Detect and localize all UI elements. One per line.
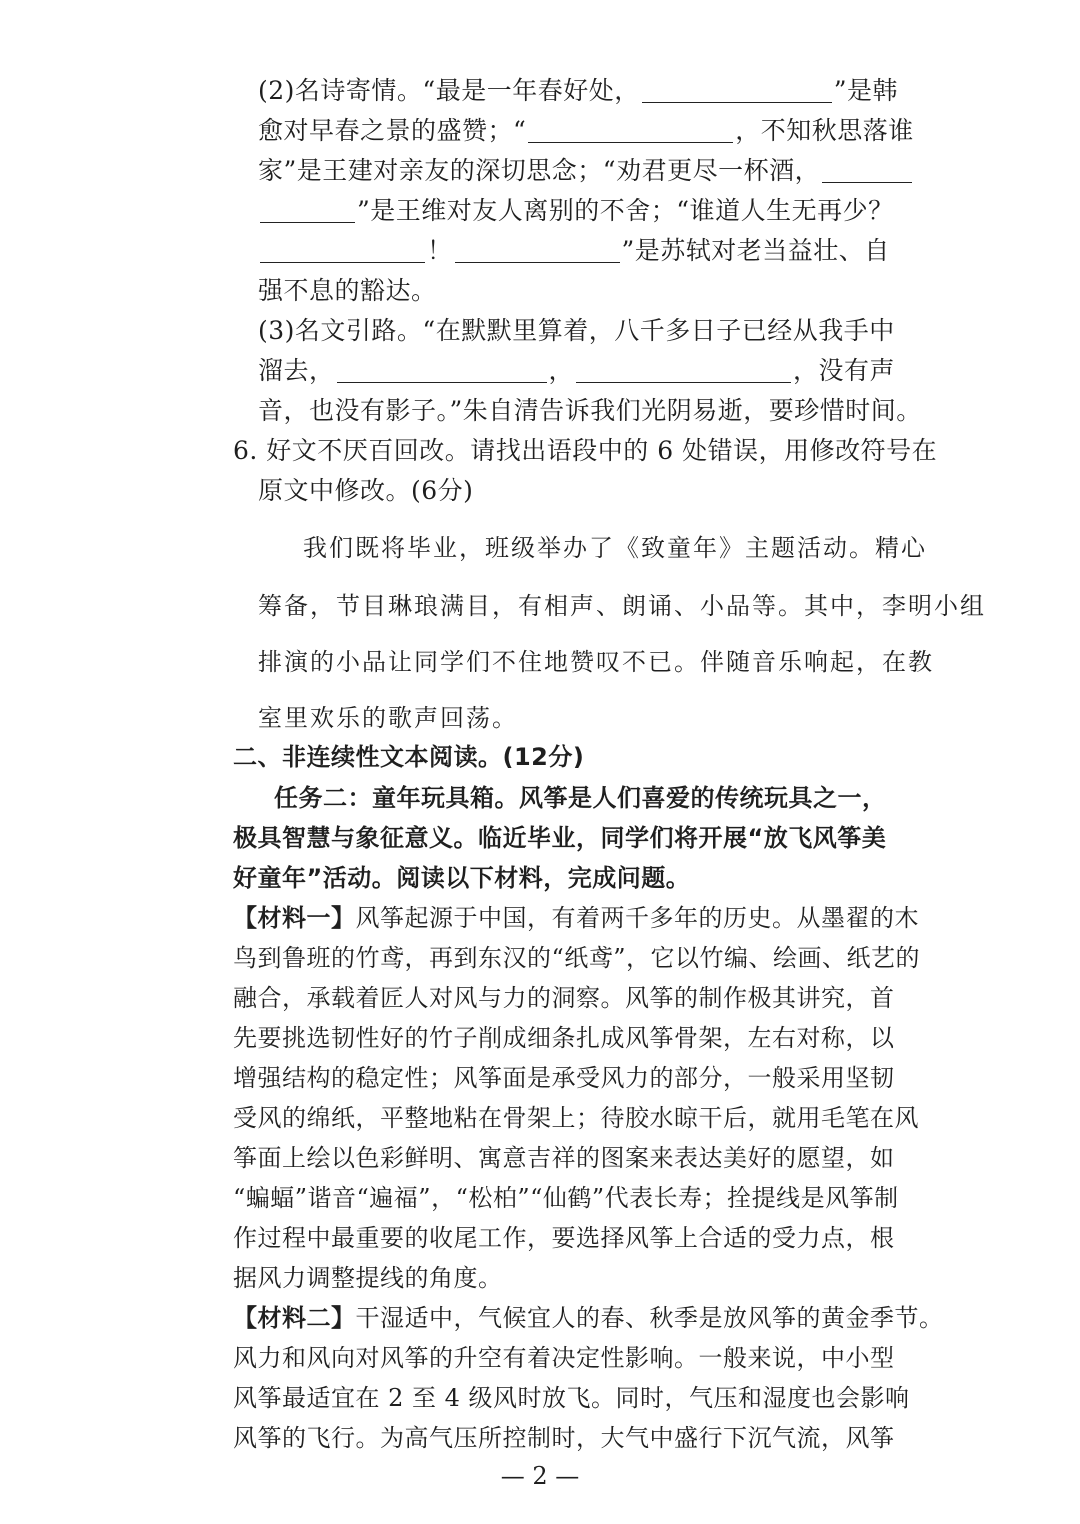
- task-line-1: 任务二：童年玩具箱。风筝是人们喜爱的传统玩具之一，: [274, 784, 887, 812]
- q6-line-2: 原文中修改。(6分): [258, 476, 474, 505]
- material-1-line-6: 受风的绵纸，平整地粘在骨架上；待胶水晾干后，就用毛笔在风: [233, 1104, 919, 1132]
- material-1-label: 【材料一】: [233, 904, 356, 932]
- answer-blank[interactable]: [260, 236, 425, 263]
- answer-blank[interactable]: [642, 76, 832, 103]
- q5-2-line-3: 家”是王建对亲友的深切思念；“劝君更尽一杯酒，: [258, 154, 914, 188]
- q5-2-line-6: 强不息的豁达。: [258, 276, 437, 305]
- q6-passage-line-2: 筹备，节目琳琅满目，有相声、朗诵、小品等。其中，李明小组: [258, 592, 986, 620]
- task-line-2: 极具智慧与象征意义。临近毕业，同学们将开展“放飞风筝美: [233, 824, 887, 852]
- page-number: — 2 —: [500, 1462, 580, 1490]
- answer-blank[interactable]: [576, 356, 791, 383]
- answer-blank[interactable]: [455, 236, 620, 263]
- material-2-line-3: 风筝最适宜在 2 至 4 级风时放飞。同时，气压和湿度也会影响: [233, 1384, 910, 1412]
- material-1-line-5: 增强结构的稳定性；风筝面是承受风力的部分，一般采用坚韧: [233, 1064, 895, 1092]
- section-heading: 二、非连续性文本阅读。(12分): [233, 743, 585, 771]
- q6-passage-line-4: 室里欢乐的歌声回荡。: [258, 704, 518, 732]
- material-1-line-8: “蝙蝠”谐音“遍福”，“松柏”“仙鹤”代表长寿；拴提线是风筝制: [233, 1184, 899, 1212]
- material-1-line-4: 先要挑选韧性好的竹子削成细条扎成风筝骨架，左右对称，以: [233, 1024, 895, 1052]
- answer-blank[interactable]: [337, 356, 547, 383]
- material-1-line-10: 据风力调整提线的角度。: [233, 1264, 503, 1292]
- q5-2-line-5: ！ ”是苏轼对老当益壮、自: [258, 234, 890, 268]
- q6-passage-line-3: 排演的小品让同学们不住地赞叹不已。伴随音乐响起，在教: [258, 648, 934, 676]
- q5-3-line-2: 溜去， ， ，没有声: [258, 356, 896, 385]
- material-1-line-2: 鸟到鲁班的竹鸢，再到东汉的“纸鸢”，它以竹编、绘画、纸艺的: [233, 944, 921, 972]
- q5-3-line-1: (3)名文引路。“在默默里算着，八千多日子已经从我手中: [258, 316, 895, 345]
- task-line-3: 好童年”活动。阅读以下材料，完成问题。: [233, 864, 691, 892]
- material-2-line-1: 【材料二】干湿适中，气候宜人的春、秋季是放风筝的黄金季节。: [233, 1304, 944, 1332]
- q5-2-line-4: ”是王维对友人离别的不舍；“谁道人生无再少？: [258, 194, 894, 228]
- material-1-line-9: 作过程中最重要的收尾工作，要选择风筝上合适的受力点，根: [233, 1224, 895, 1252]
- q5-2-line-1: (2)名诗寄情。“最是一年春好处， ”是韩: [258, 76, 898, 105]
- answer-blank[interactable]: [260, 196, 355, 223]
- q5-3-line-3: 音，也没有影子。”朱自清告诉我们光阴易逝，要珍惜时间。: [258, 396, 922, 425]
- material-2-line-2: 风力和风向对风筝的升空有着决定性影响。一般来说，中小型: [233, 1344, 895, 1372]
- answer-blank[interactable]: [528, 116, 733, 143]
- material-1-line-1: 【材料一】风筝起源于中国，有着两千多年的历史。从墨翟的木: [233, 904, 919, 932]
- q6-line-1: 6. 好文不厌百回改。请找出语段中的 6 处错误，用修改符号在: [233, 436, 938, 465]
- material-1-line-7: 筝面上绘以色彩鲜明、寓意吉祥的图案来表达美好的愿望，如: [233, 1144, 895, 1172]
- q6-passage-line-1: 我们既将毕业，班级举办了《致童年》主题活动。精心: [303, 534, 927, 562]
- answer-blank[interactable]: [822, 156, 912, 183]
- q5-2-line-2: 愈对早春之景的盛赞；“ ，不知秋思落谁: [258, 116, 914, 145]
- material-2-line-4: 风筝的飞行。为高气压所控制时，大气中盛行下沉气流，风筝: [233, 1424, 895, 1452]
- material-2-label: 【材料二】: [233, 1304, 356, 1332]
- material-1-line-3: 融合，承载着匠人对风与力的洞察。风筝的制作极其讲究，首: [233, 984, 895, 1012]
